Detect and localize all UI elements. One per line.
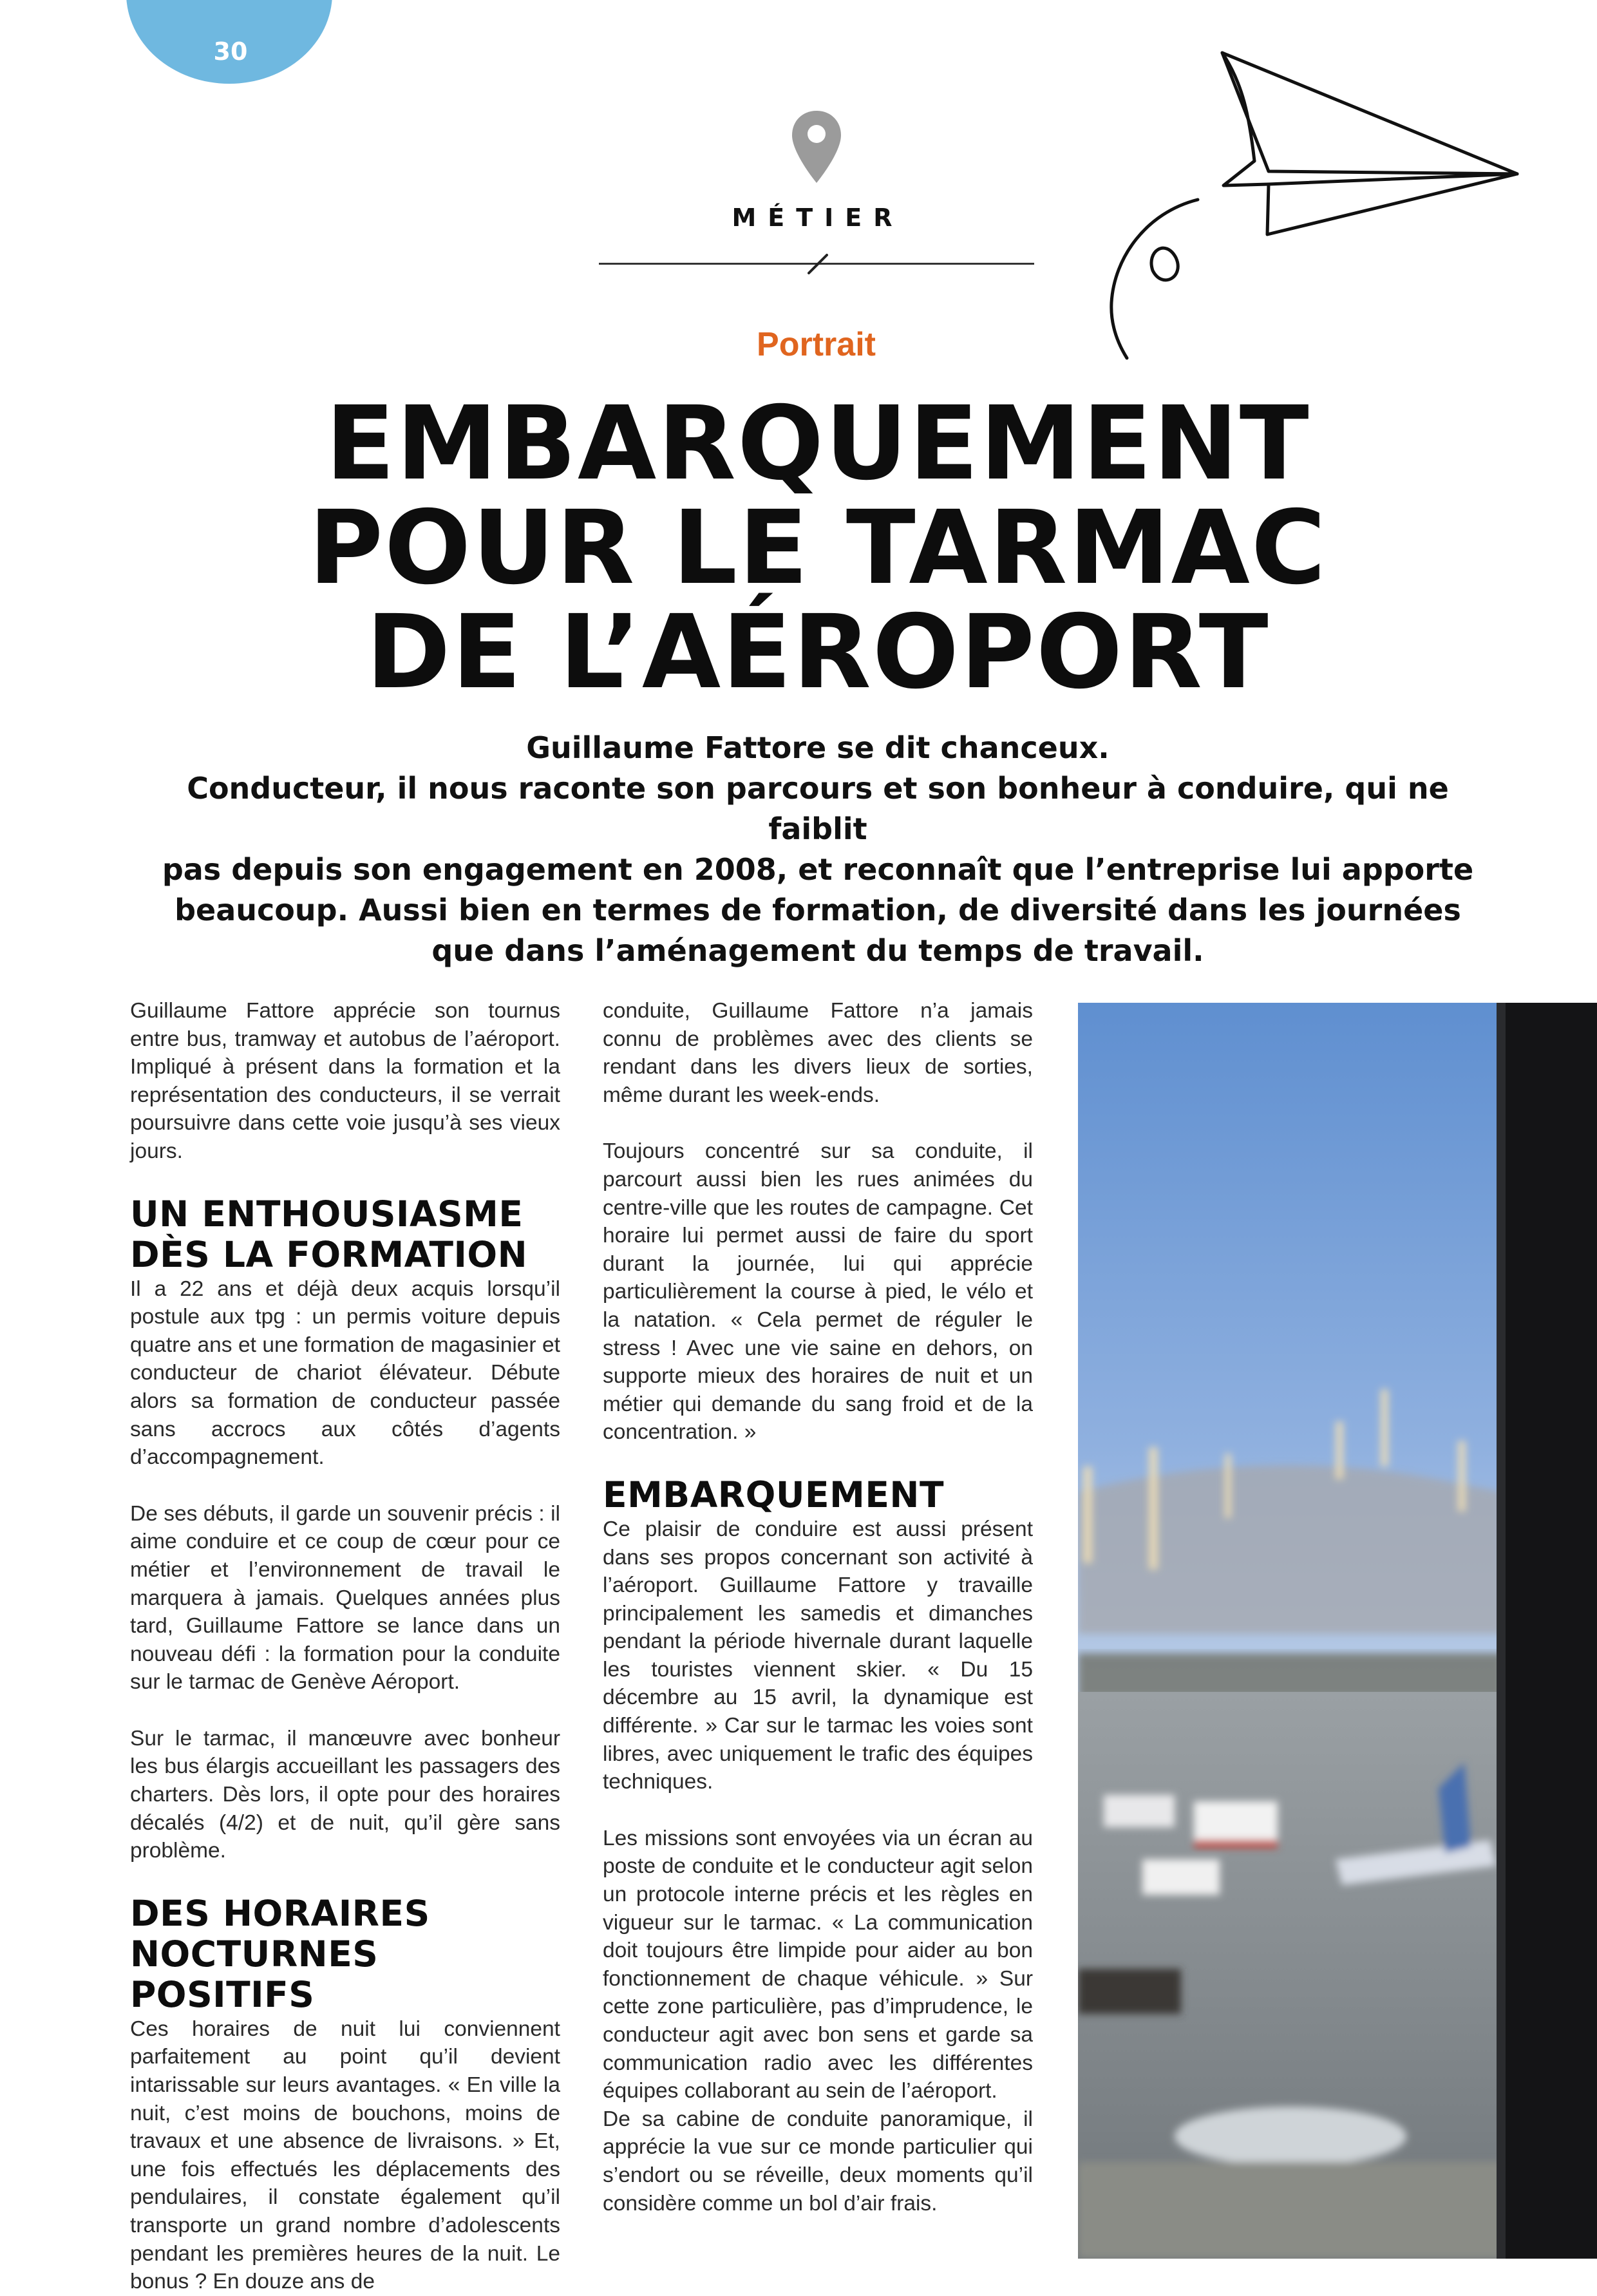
subheading-line: NOCTURNES POSITIFS xyxy=(130,1933,379,2015)
headline-line: DE L’AÉROPORT xyxy=(366,593,1270,712)
headline xyxy=(283,384,1352,712)
subheading-boarding: EMBARQUEMENT xyxy=(603,1474,944,1515)
body-paragraph: Toujours concentré sur sa conduite, il parcourt aussi bien les rues animées du centre-ville que les routes de campagne. Cet horaire lui permet aussi de faire du sport durant la journée, lui qui apprécie particulièrement la course à pied, le vélo et la natation. « Cela permet de réguler le stress ! Avec une vie saine en dehors, on supporte mieux des horaires de nuit et un métier qui demande du sang froid et de la concentration. » xyxy=(603,1139,1033,1445)
subheading-line: UN ENTHOUSIASME xyxy=(130,1193,524,1235)
standfirst-line: que dans l’aménagement du temps de travail. xyxy=(431,933,1204,968)
section-label: MÉTIER xyxy=(732,204,904,232)
airport-window-photo xyxy=(1078,1003,1597,2259)
standfirst-line: Guillaume Fattore se dit chanceux. xyxy=(526,730,1110,765)
page-number: 30 xyxy=(213,37,248,66)
standfirst-line: beaucoup. Aussi bien en termes de formation, de diversité dans les journées xyxy=(175,893,1461,927)
standfirst-line: Conducteur, il nous raconte son parcours et son bonheur à conduire, qui ne faiblit xyxy=(187,771,1449,846)
headline-line: POUR LE TARMAC xyxy=(308,489,1327,607)
body-paragraph: Sur le tarmac, il manœuvre avec bonheur les bus élargis accueillant les passagers des charters. Dès lors, il opte pour des horaires décalés (4/2) et de nuit, qu’il gère sans problème. xyxy=(130,1726,560,1863)
body-paragraph: conduite, Guillaume Fattore n’a jamais connu de problèmes avec des clients se rendant dans les divers lieux de sorties, même durant les week-ends. xyxy=(603,999,1033,1107)
body-paragraph: Ce plaisir de conduire est aussi présent dans ses propos concernant son activité à l’aéroport. Guillaume Fattore y travaille principalement les samedis et dimanches pendant la période hivernale durant laquelle les touristes viennent skier. « Du 15 décembre au 15 avril, la dynamique est différente. » Car sur le tarmac les voies sont libres, avec uniquement le trafic des équipes techniques. xyxy=(603,1517,1033,1794)
body-paragraph: De ses débuts, il garde un souvenir précis : il aime conduire et ce coup de cœur pour ce métier et l’environnement de travail le marquera à jamais. Quelques années plus tard, Guillaume Fattore se lance dans un nouveau défi : la formation pour la conduite sur le tarmac de Genève Aéroport. xyxy=(130,1501,560,1694)
headline-line: EMBARQUEMENT xyxy=(325,384,1310,503)
standfirst xyxy=(155,728,1481,971)
location-pin-icon xyxy=(788,108,845,185)
body-paragraph: De sa cabine de conduite panoramique, il apprécie la vue sur ce monde particulier qui s’endort ou se réveille, deux moments qu’il considère comme un bol d’air frais. xyxy=(603,2107,1033,2215)
intro-paragraph: Guillaume Fattore apprécie son tournus entre bus, tramway et autobus de l’aéroport. Impliqué à présent dans la formation et la représentation des conducteurs, il se verrait poursuivre dans cette voie jusqu’à ses vieux jours. xyxy=(130,999,560,1163)
article-column-left xyxy=(130,997,560,2296)
body-paragraph: Il a 22 ans et déjà deux acquis lorsqu’il postule aux tpg : un permis voiture depuis quatre ans et une formation de magasinier et conducteur de chariot élévateur. Débute alors sa formation de conducteur passée sans accrocs aux côtés d’agents d’accompagnement. xyxy=(130,1276,560,1470)
body-paragraph: Ces horaires de nuit lui conviennent parfaitement au point qu’il devient intarissable sur leurs avantages. « En ville la nuit, c’est moins de bouchons, moins de travaux et une absence de livraisons. » Et, une fois effectués les déplacements des pendulaires, il constate également qu’il transporte un grand nombre d’adolescents pendant les premières heures de la nuit. Le bonus ? En douze ans de xyxy=(130,2016,560,2294)
subheading-night-hours xyxy=(130,1893,560,2015)
article-column-middle xyxy=(603,997,1033,2217)
body-paragraph: Les missions sont envoyées via un écran au poste de conduite et le conducteur agit selon un protocole interne précis et les règles en vigueur sur le tarmac. « La communication doit toujours être limpide pour aider au bon fonctionnement de chaque véhicule. » Sur cette zone particulière, pas d’imprudence, le conducteur agit avec bon sens et garde sa communication radio avec les différentes équipes collaborant au sein de l’aéroport. xyxy=(603,1826,1033,2103)
subheading-line: DES HORAIRES xyxy=(130,1892,430,1934)
standfirst-line: pas depuis son engagement en 2008, et reconnaît que l’entreprise lui apporte xyxy=(162,852,1474,887)
kicker: Portrait xyxy=(757,326,876,363)
paper-plane-icon xyxy=(1050,45,1526,367)
divider-slash-icon xyxy=(805,252,831,276)
subheading-line: DÈS LA FORMATION xyxy=(130,1233,528,1275)
subheading-enthusiasm xyxy=(130,1194,560,1275)
